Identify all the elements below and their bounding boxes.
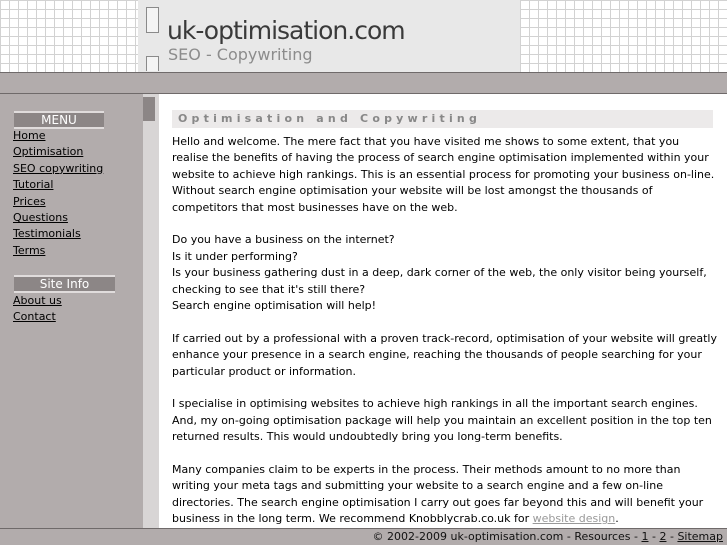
page-title: Optimisation and Copywriting — [172, 110, 713, 128]
nav-questions[interactable]: Questions — [13, 210, 68, 224]
article-body — [172, 134, 717, 544]
site-info-heading: Site Info — [14, 275, 115, 293]
header-grid-right — [520, 0, 727, 72]
site-header — [0, 0, 727, 72]
site-title[interactable]: uk-optimisation.com — [167, 16, 405, 45]
question-line: Is it under performing? — [172, 249, 298, 263]
site-subtitle: SEO - Copywriting — [168, 45, 313, 64]
nav-terms[interactable]: Terms — [13, 243, 46, 257]
resource-link-1[interactable]: 1 — [641, 530, 649, 543]
resource-link-2[interactable]: 2 — [659, 530, 667, 543]
sidebar-strip-block — [143, 97, 155, 121]
nav-home[interactable]: Home — [13, 129, 46, 142]
intro-paragraph: Hello and welcome. The mere fact that you have visited me shows to some extent, that you realise the benefits of having the process of search engine optimisation implemented within your website to achieve high rankings. This is an essential process for promoting your business on-line. Without search engine optimisation your website will be lost amongst the thousands of competitors that most businesses have on the web. — [172, 135, 715, 214]
logo-square-icon — [146, 7, 159, 33]
footer-separator: - — [666, 530, 678, 543]
experts-end: . — [615, 512, 619, 526]
copyright-text: © 2002-2009 uk-optimisation.com - Resources - — [372, 530, 638, 543]
nav-about-us[interactable]: About us — [13, 294, 62, 307]
site-info-nav — [13, 293, 62, 326]
experts-text: Many companies claim to be experts in the process. Their methods amount to no more than writing your meta tags and submitting your website to a search engine and a few on-line directories. The search engine optimisation I carry out goes far beyond this and will benefit your business in the long term. We recommend Knobblycrab.co.uk for — [172, 463, 704, 526]
nav-optimisation[interactable]: Optimisation — [13, 145, 84, 159]
nav-tutorial[interactable]: Tutorial — [13, 178, 54, 192]
nav-testimonials[interactable]: Testimonials — [13, 227, 81, 241]
footer-separator: - — [648, 530, 660, 543]
nav-prices[interactable]: Prices — [13, 194, 46, 208]
header-band — [0, 72, 727, 94]
experts-paragraph — [172, 462, 717, 528]
website-design-link[interactable]: website design — [532, 512, 616, 526]
question-line: Is your business gathering dust in a deep, dark corner of the web, the only visitor being yourself, checking to see that it's still there? — [172, 266, 707, 296]
header-grid-left — [0, 0, 138, 72]
question-line: Search engine optimisation will help! — [172, 299, 377, 313]
sidebar-strip — [143, 94, 159, 528]
question-line: Do you have a business on the internet? — [172, 233, 395, 247]
questions-paragraph — [172, 232, 717, 314]
nav-seo-copywriting[interactable]: SEO copywriting — [13, 161, 104, 175]
footer-text — [373, 530, 723, 543]
logo-square-icon — [146, 56, 159, 71]
nav-contact[interactable]: Contact — [13, 310, 56, 324]
specialise-paragraph: I specialise in optimising websites to achieve high rankings in all the important search engines. And, my on-going optimisation package will help you maintain an excellent position in the top ten returned results. This would undoubtedly bring you long-term benefits. — [172, 397, 712, 444]
footer — [0, 528, 727, 545]
main-nav — [13, 128, 103, 259]
professional-paragraph: If carried out by a professional with a proven track-record, optimisation of your website will greatly enhance your presence in a search engine, reaching the thousands of people searching for your particular product or information. — [172, 331, 717, 378]
menu-heading: MENU — [14, 111, 104, 129]
sitemap-link[interactable]: Sitemap — [677, 530, 723, 543]
